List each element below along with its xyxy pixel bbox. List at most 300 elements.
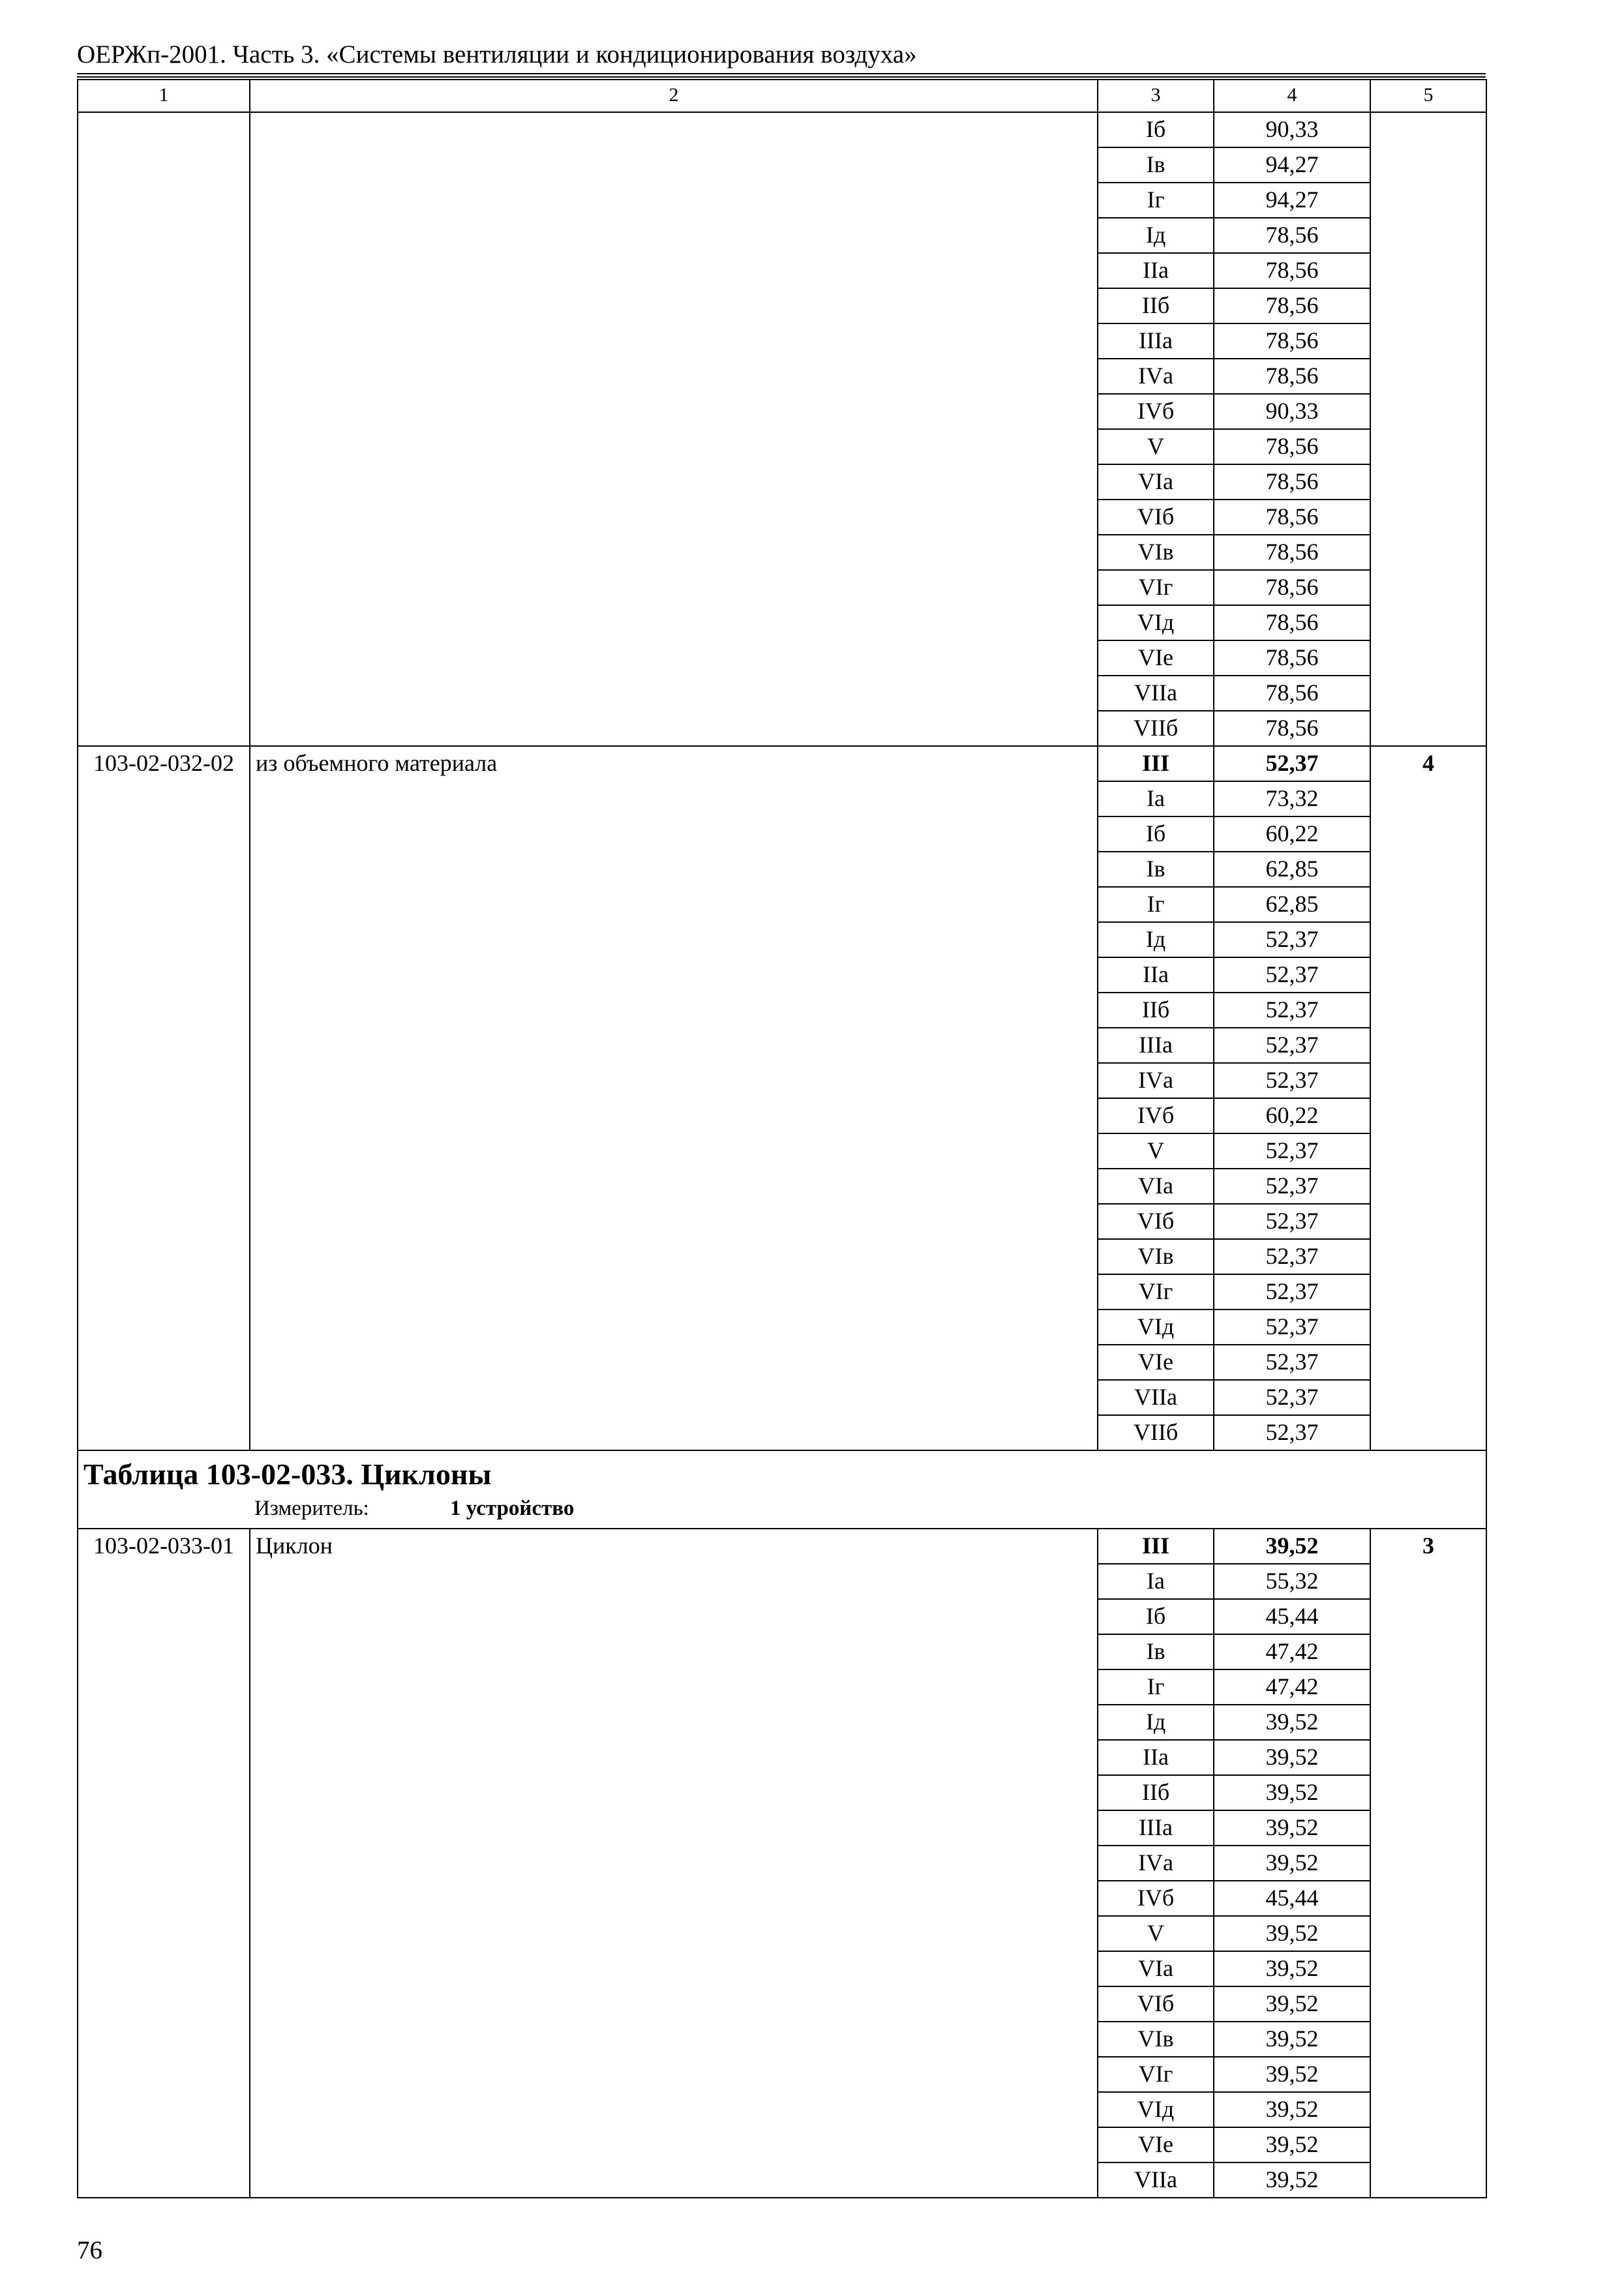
column-number-row	[78, 80, 1486, 112]
value-cell: 78,56	[1214, 288, 1370, 323]
table-row	[78, 1669, 1486, 1705]
table-row	[78, 605, 1486, 640]
item-code-cell	[78, 183, 250, 218]
count-cell	[1370, 1775, 1486, 1810]
item-name-cell	[250, 1063, 1098, 1098]
value-cell: 39,52	[1214, 1951, 1370, 1986]
item-name-cell	[250, 183, 1098, 218]
value-cell: 52,37	[1214, 1309, 1370, 1345]
value-cell: 39,52	[1214, 1810, 1370, 1846]
table-row	[78, 1380, 1486, 1415]
item-name-cell	[250, 359, 1098, 394]
table-row	[78, 2092, 1486, 2127]
zone-cell: VIд	[1098, 2092, 1214, 2127]
item-name-cell	[250, 1415, 1098, 1450]
count-cell	[1370, 1881, 1486, 1916]
value-cell: 52,37	[1214, 1239, 1370, 1274]
item-name-cell	[250, 1028, 1098, 1063]
item-code-cell	[78, 147, 250, 183]
item-name-cell	[250, 816, 1098, 852]
value-cell: 39,52	[1214, 1529, 1370, 1564]
item-code-cell	[78, 253, 250, 288]
table-row	[78, 253, 1486, 288]
zone-cell: IIб	[1098, 288, 1214, 323]
count-cell	[1370, 1846, 1486, 1881]
item-name-cell	[250, 640, 1098, 676]
table-row	[78, 1133, 1486, 1169]
count-cell	[1370, 605, 1486, 640]
count-cell	[1370, 887, 1486, 922]
zone-cell: Iв	[1098, 852, 1214, 887]
item-code-cell	[78, 1881, 250, 1916]
zone-cell: V	[1098, 429, 1214, 464]
zone-cell: IVб	[1098, 1881, 1214, 1916]
item-code-cell	[78, 711, 250, 746]
value-cell: 47,42	[1214, 1669, 1370, 1705]
table-row	[78, 1529, 1486, 1564]
count-cell	[1370, 2092, 1486, 2127]
value-cell: 39,52	[1214, 1846, 1370, 1881]
item-code-cell	[78, 1133, 250, 1169]
count-cell	[1370, 922, 1486, 957]
zone-cell: IIб	[1098, 1775, 1214, 1810]
column-number: 3	[1098, 80, 1214, 112]
value-cell: 39,52	[1214, 1775, 1370, 1810]
item-name-cell	[250, 922, 1098, 957]
column-number: 4	[1214, 80, 1370, 112]
item-name-cell	[250, 535, 1098, 570]
zone-cell: IVб	[1098, 1098, 1214, 1133]
zone-cell: V	[1098, 1133, 1214, 1169]
count-cell	[1370, 2127, 1486, 2162]
item-code-cell	[78, 2057, 250, 2092]
value-cell: 52,37	[1214, 746, 1370, 781]
table-row	[78, 993, 1486, 1028]
zone-cell: VIб	[1098, 1986, 1214, 2022]
item-name-cell	[250, 852, 1098, 887]
item-code-cell	[78, 1204, 250, 1239]
table-row	[78, 746, 1486, 781]
value-cell: 60,22	[1214, 816, 1370, 852]
item-code-cell	[78, 2162, 250, 2198]
item-name-cell	[250, 887, 1098, 922]
item-name-cell	[250, 1345, 1098, 1380]
count-cell	[1370, 429, 1486, 464]
table-row	[78, 2162, 1486, 2198]
zone-cell: VIIа	[1098, 676, 1214, 711]
count-cell	[1370, 711, 1486, 746]
zone-cell: VIд	[1098, 1309, 1214, 1345]
item-name-cell	[250, 464, 1098, 500]
table-row	[78, 1705, 1486, 1740]
table-row	[78, 1846, 1486, 1881]
table-row	[78, 1063, 1486, 1098]
count-cell	[1370, 1599, 1486, 1634]
count-cell	[1370, 1028, 1486, 1063]
table-row	[78, 535, 1486, 570]
zone-cell: Iб	[1098, 1599, 1214, 1634]
item-code-cell	[78, 1564, 250, 1599]
item-name-cell	[250, 500, 1098, 535]
zone-cell: IIа	[1098, 957, 1214, 993]
item-code-cell	[78, 1063, 250, 1098]
zone-cell: VIе	[1098, 640, 1214, 676]
item-code-cell	[78, 1028, 250, 1063]
item-code-cell: 103-02-033-01	[78, 1529, 250, 1564]
count-cell	[1370, 1740, 1486, 1775]
item-name-cell	[250, 2057, 1098, 2092]
item-code-cell	[78, 1846, 250, 1881]
item-code-cell	[78, 676, 250, 711]
zone-cell: Iг	[1098, 1669, 1214, 1705]
zone-cell: Iд	[1098, 922, 1214, 957]
item-code-cell	[78, 887, 250, 922]
item-name-cell	[250, 1810, 1098, 1846]
value-cell: 78,56	[1214, 676, 1370, 711]
item-name-cell	[250, 1916, 1098, 1951]
item-code-cell	[78, 1740, 250, 1775]
value-cell: 78,56	[1214, 500, 1370, 535]
value-cell: 52,37	[1214, 993, 1370, 1028]
item-code-cell	[78, 288, 250, 323]
zone-cell: VIе	[1098, 2127, 1214, 2162]
section-heading-row	[78, 1450, 1486, 1529]
item-name-cell	[250, 218, 1098, 253]
item-name-cell	[250, 711, 1098, 746]
zone-cell: VIг	[1098, 570, 1214, 605]
value-cell: 39,52	[1214, 1986, 1370, 2022]
count-cell	[1370, 1133, 1486, 1169]
value-cell: 39,52	[1214, 1740, 1370, 1775]
count-cell	[1370, 359, 1486, 394]
table-row	[78, 816, 1486, 852]
count-cell	[1370, 1415, 1486, 1450]
value-cell: 52,37	[1214, 1028, 1370, 1063]
value-cell: 52,37	[1214, 1345, 1370, 1380]
value-cell: 90,33	[1214, 112, 1370, 147]
item-name-cell	[250, 1133, 1098, 1169]
count-cell	[1370, 147, 1486, 183]
count-cell	[1370, 1309, 1486, 1345]
table-row	[78, 1564, 1486, 1599]
value-cell: 39,52	[1214, 1916, 1370, 1951]
count-cell	[1370, 1669, 1486, 1705]
item-code-cell	[78, 359, 250, 394]
table-row	[78, 1881, 1486, 1916]
item-name-cell	[250, 323, 1098, 359]
value-cell: 52,37	[1214, 1063, 1370, 1098]
item-code-cell	[78, 922, 250, 957]
item-code-cell	[78, 323, 250, 359]
value-cell: 78,56	[1214, 218, 1370, 253]
zone-cell: VIа	[1098, 1169, 1214, 1204]
item-code-cell	[78, 1380, 250, 1415]
item-name-cell	[250, 1669, 1098, 1705]
value-cell: 62,85	[1214, 887, 1370, 922]
table-row	[78, 1169, 1486, 1204]
item-code-cell	[78, 429, 250, 464]
zone-cell: IVа	[1098, 1846, 1214, 1881]
table-row	[78, 1599, 1486, 1634]
item-name-cell	[250, 288, 1098, 323]
table-row	[78, 1951, 1486, 1986]
item-code-cell	[78, 605, 250, 640]
item-code-cell	[78, 1274, 250, 1309]
table-row	[78, 1239, 1486, 1274]
value-cell: 39,52	[1214, 1705, 1370, 1740]
count-cell	[1370, 2022, 1486, 2057]
item-code-cell	[78, 1098, 250, 1133]
item-name-cell	[250, 1274, 1098, 1309]
value-cell: 52,37	[1214, 1274, 1370, 1309]
value-cell: 39,52	[1214, 2162, 1370, 2198]
item-code-cell	[78, 1415, 250, 1450]
zone-cell: VIб	[1098, 500, 1214, 535]
item-code-cell	[78, 535, 250, 570]
count-cell	[1370, 570, 1486, 605]
count-cell	[1370, 1916, 1486, 1951]
count-cell	[1370, 1810, 1486, 1846]
value-cell: 78,56	[1214, 535, 1370, 570]
count-cell	[1370, 323, 1486, 359]
count-cell	[1370, 183, 1486, 218]
item-name-cell	[250, 1951, 1098, 1986]
table-row	[78, 676, 1486, 711]
item-name-cell	[250, 1986, 1098, 2022]
zone-cell: Iа	[1098, 1564, 1214, 1599]
value-cell: 73,32	[1214, 781, 1370, 816]
zone-cell: Iд	[1098, 1705, 1214, 1740]
item-code-cell	[78, 1345, 250, 1380]
table-row	[78, 500, 1486, 535]
count-cell: 3	[1370, 1529, 1486, 1564]
value-cell: 47,42	[1214, 1634, 1370, 1669]
value-cell: 55,32	[1214, 1564, 1370, 1599]
value-cell: 78,56	[1214, 570, 1370, 605]
item-name-cell	[250, 2127, 1098, 2162]
item-name-cell	[250, 1881, 1098, 1916]
count-cell	[1370, 852, 1486, 887]
item-code-cell	[78, 1986, 250, 2022]
item-name-cell	[250, 570, 1098, 605]
item-name-cell	[250, 112, 1098, 147]
zone-cell: VIв	[1098, 1239, 1214, 1274]
table-row	[78, 1634, 1486, 1669]
item-name-cell	[250, 147, 1098, 183]
zone-cell: VIв	[1098, 2022, 1214, 2057]
item-name-cell	[250, 605, 1098, 640]
item-name-cell	[250, 1705, 1098, 1740]
value-cell: 78,56	[1214, 323, 1370, 359]
zone-cell: Iв	[1098, 147, 1214, 183]
count-cell	[1370, 1204, 1486, 1239]
table-row	[78, 147, 1486, 183]
item-name-cell	[250, 394, 1098, 429]
count-cell: 4	[1370, 746, 1486, 781]
item-code-cell	[78, 1634, 250, 1669]
count-cell	[1370, 2057, 1486, 2092]
column-number: 5	[1370, 80, 1486, 112]
item-name-cell	[250, 1846, 1098, 1881]
count-cell	[1370, 1986, 1486, 2022]
value-cell: 78,56	[1214, 359, 1370, 394]
value-cell: 78,56	[1214, 253, 1370, 288]
item-name-cell	[250, 1204, 1098, 1239]
item-name-cell	[250, 429, 1098, 464]
table-row	[78, 640, 1486, 676]
measure-label: Измеритель:	[254, 1497, 369, 1520]
value-cell: 94,27	[1214, 147, 1370, 183]
zone-cell: VIг	[1098, 1274, 1214, 1309]
count-cell	[1370, 1345, 1486, 1380]
item-code-cell	[78, 112, 250, 147]
rates-table	[77, 79, 1487, 2198]
zone-cell: VIд	[1098, 605, 1214, 640]
item-name-cell	[250, 957, 1098, 993]
table-row	[78, 1274, 1486, 1309]
zone-cell: IVа	[1098, 1063, 1214, 1098]
table-row	[78, 1740, 1486, 1775]
table-row	[78, 957, 1486, 993]
item-code-cell	[78, 1309, 250, 1345]
zone-cell: Iб	[1098, 112, 1214, 147]
count-cell	[1370, 816, 1486, 852]
value-cell: 52,37	[1214, 1133, 1370, 1169]
item-code-cell	[78, 464, 250, 500]
item-name-cell	[250, 1169, 1098, 1204]
table-row	[78, 2057, 1486, 2092]
count-cell	[1370, 676, 1486, 711]
table-row	[78, 1028, 1486, 1063]
zone-cell: V	[1098, 1916, 1214, 1951]
count-cell	[1370, 957, 1486, 993]
item-code-cell	[78, 1775, 250, 1810]
value-cell: 52,37	[1214, 1204, 1370, 1239]
table-row	[78, 570, 1486, 605]
zone-cell: VIIб	[1098, 1415, 1214, 1450]
count-cell	[1370, 218, 1486, 253]
section-heading-cell	[78, 1450, 1486, 1529]
table-row	[78, 1345, 1486, 1380]
count-cell	[1370, 464, 1486, 500]
value-cell: 45,44	[1214, 1881, 1370, 1916]
table-row	[78, 711, 1486, 746]
table-row	[78, 887, 1486, 922]
count-cell	[1370, 112, 1486, 147]
measure-value: 1 устройство	[450, 1497, 575, 1520]
table-row	[78, 218, 1486, 253]
item-code-cell	[78, 852, 250, 887]
table-row	[78, 781, 1486, 816]
zone-cell: III	[1098, 746, 1214, 781]
page-number: 76	[77, 2236, 102, 2264]
table-row	[78, 1309, 1486, 1345]
item-code-cell	[78, 1169, 250, 1204]
item-name-cell: Циклон	[250, 1529, 1098, 1564]
table-row	[78, 359, 1486, 394]
value-cell: 52,37	[1214, 1169, 1370, 1204]
count-cell	[1370, 1098, 1486, 1133]
count-cell	[1370, 1634, 1486, 1669]
zone-cell: IIIа	[1098, 1810, 1214, 1846]
zone-cell: Iа	[1098, 781, 1214, 816]
count-cell	[1370, 2162, 1486, 2198]
value-cell: 39,52	[1214, 2127, 1370, 2162]
zone-cell: VIIа	[1098, 2162, 1214, 2198]
count-cell	[1370, 253, 1486, 288]
item-name-cell	[250, 1564, 1098, 1599]
table-row	[78, 183, 1486, 218]
count-cell	[1370, 500, 1486, 535]
table-row	[78, 1415, 1486, 1450]
value-cell: 78,56	[1214, 605, 1370, 640]
count-cell	[1370, 640, 1486, 676]
zone-cell: Iг	[1098, 183, 1214, 218]
item-code-cell	[78, 1705, 250, 1740]
value-cell: 62,85	[1214, 852, 1370, 887]
item-code-cell	[78, 1916, 250, 1951]
zone-cell: IIIа	[1098, 323, 1214, 359]
count-cell	[1370, 394, 1486, 429]
table-row	[78, 852, 1486, 887]
zone-cell: Iб	[1098, 816, 1214, 852]
count-cell	[1370, 1380, 1486, 1415]
count-cell	[1370, 1239, 1486, 1274]
page-header-title: ОЕРЖп-2001. Часть 3. «Системы вентиляции и кондиционирования воздуха»	[77, 40, 917, 68]
table-row	[78, 1916, 1486, 1951]
item-code-cell	[78, 1951, 250, 1986]
item-code-cell	[78, 1810, 250, 1846]
item-name-cell: из объемного материала	[250, 746, 1098, 781]
item-name-cell	[250, 1239, 1098, 1274]
value-cell: 39,52	[1214, 2022, 1370, 2057]
count-cell	[1370, 1951, 1486, 1986]
zone-cell: IIб	[1098, 993, 1214, 1028]
zone-cell: VIе	[1098, 1345, 1214, 1380]
item-code-cell: 103-02-032-02	[78, 746, 250, 781]
item-name-cell	[250, 1309, 1098, 1345]
value-cell: 78,56	[1214, 640, 1370, 676]
value-cell: 90,33	[1214, 394, 1370, 429]
table-row	[78, 1098, 1486, 1133]
table-row	[78, 1204, 1486, 1239]
value-cell: 39,52	[1214, 2057, 1370, 2092]
item-code-cell	[78, 640, 250, 676]
item-code-cell	[78, 394, 250, 429]
item-name-cell	[250, 1634, 1098, 1669]
zone-cell: VIг	[1098, 2057, 1214, 2092]
value-cell: 60,22	[1214, 1098, 1370, 1133]
item-code-cell	[78, 570, 250, 605]
header-rule	[77, 73, 1486, 78]
value-cell: 78,56	[1214, 464, 1370, 500]
table-row	[78, 2127, 1486, 2162]
item-name-cell	[250, 1098, 1098, 1133]
zone-cell: VIа	[1098, 1951, 1214, 1986]
value-cell: 94,27	[1214, 183, 1370, 218]
item-name-cell	[250, 2162, 1098, 2198]
count-cell	[1370, 1169, 1486, 1204]
section-title: Таблица 103-02-033. Циклоны	[83, 1458, 492, 1491]
item-code-cell	[78, 2127, 250, 2162]
value-cell: 45,44	[1214, 1599, 1370, 1634]
zone-cell: VIIа	[1098, 1380, 1214, 1415]
count-cell	[1370, 993, 1486, 1028]
value-cell: 52,37	[1214, 922, 1370, 957]
table-row	[78, 288, 1486, 323]
zone-cell: VIа	[1098, 464, 1214, 500]
item-code-cell	[78, 993, 250, 1028]
